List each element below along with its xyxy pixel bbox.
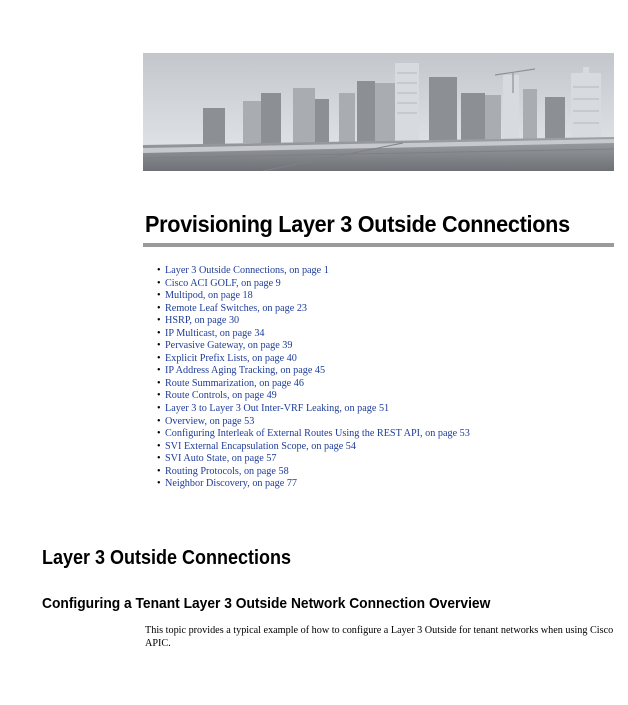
bullet-icon: • xyxy=(157,428,161,440)
toc-item xyxy=(157,353,470,366)
toc-item xyxy=(157,441,470,454)
toc-item xyxy=(157,365,470,378)
bullet-icon: • xyxy=(157,315,161,327)
city-skyline-image xyxy=(143,53,614,171)
toc-item xyxy=(157,378,470,391)
toc-link[interactable]: Pervasive Gateway, on page 39 xyxy=(165,340,293,352)
bullet-icon: • xyxy=(157,340,161,352)
toc-link[interactable]: IP Multicast, on page 34 xyxy=(165,327,265,339)
toc-list xyxy=(157,265,470,491)
toc-link[interactable]: Configuring Interleak of External Routes Using the REST API, on page 53 xyxy=(165,428,470,440)
chapter-title: Provisioning Layer 3 Outside Connections xyxy=(145,211,570,237)
toc-item xyxy=(157,416,470,429)
toc-link[interactable]: Cisco ACI GOLF, on page 9 xyxy=(165,277,281,289)
toc-item xyxy=(157,340,470,353)
body-paragraph: This topic provides a typical example of how to configure a Layer 3 Outside for tenant networks when using Cisco APIC. xyxy=(145,625,614,649)
bullet-icon: • xyxy=(157,365,161,377)
toc-link[interactable]: Routing Protocols, on page 58 xyxy=(165,465,289,477)
toc-item xyxy=(157,453,470,466)
bullet-icon: • xyxy=(157,352,161,364)
toc-link[interactable]: Layer 3 Outside Connections, on page 1 xyxy=(165,265,329,276)
toc-item xyxy=(157,403,470,416)
toc-item xyxy=(157,315,470,328)
bullet-icon: • xyxy=(157,415,161,427)
bullet-icon: • xyxy=(157,302,161,314)
toc-item xyxy=(157,466,470,479)
section-title: Layer 3 Outside Connections xyxy=(42,547,292,569)
toc-link[interactable]: Overview, on page 53 xyxy=(165,415,255,427)
title-rule xyxy=(143,243,614,247)
toc-link[interactable]: Remote Leaf Switches, on page 23 xyxy=(165,302,308,314)
toc-item xyxy=(157,265,470,278)
bullet-icon: • xyxy=(157,440,161,452)
toc-item xyxy=(157,478,470,491)
toc-link[interactable]: SVI Auto State, on page 57 xyxy=(165,453,277,465)
bullet-icon: • xyxy=(157,403,161,415)
toc-item xyxy=(157,290,470,303)
toc-link[interactable]: Neighbor Discovery, on page 77 xyxy=(165,478,298,490)
bullet-icon: • xyxy=(157,277,161,289)
toc-link[interactable]: Route Controls, on page 49 xyxy=(165,390,277,402)
bullet-icon: • xyxy=(157,290,161,302)
toc-link[interactable]: HSRP, on page 30 xyxy=(165,315,240,327)
toc-link[interactable]: IP Address Aging Tracking, on page 45 xyxy=(165,365,326,377)
toc-item xyxy=(157,390,470,403)
toc-item xyxy=(157,303,470,316)
bullet-icon: • xyxy=(157,327,161,339)
bullet-icon: • xyxy=(157,377,161,389)
toc-link[interactable]: Multipod, on page 18 xyxy=(165,290,253,302)
toc-item xyxy=(157,278,470,291)
toc-link[interactable]: SVI External Encapsulation Scope, on page 54 xyxy=(165,440,356,452)
toc-item xyxy=(157,328,470,341)
subsection-title: Configuring a Tenant Layer 3 Outside Network Connection Overview xyxy=(42,595,491,612)
toc-link[interactable]: Route Summarization, on page 46 xyxy=(165,377,304,389)
bullet-icon: • xyxy=(157,465,161,477)
bullet-icon: • xyxy=(157,478,161,490)
toc-link[interactable]: Layer 3 to Layer 3 Out Inter-VRF Leaking, on page 51 xyxy=(165,403,390,415)
bullet-icon: • xyxy=(157,390,161,402)
bullet-icon: • xyxy=(157,453,161,465)
toc-item xyxy=(157,428,470,441)
city-skyline-banner xyxy=(143,53,614,171)
toc-link[interactable]: Explicit Prefix Lists, on page 40 xyxy=(165,352,297,364)
bullet-icon: • xyxy=(157,265,161,276)
